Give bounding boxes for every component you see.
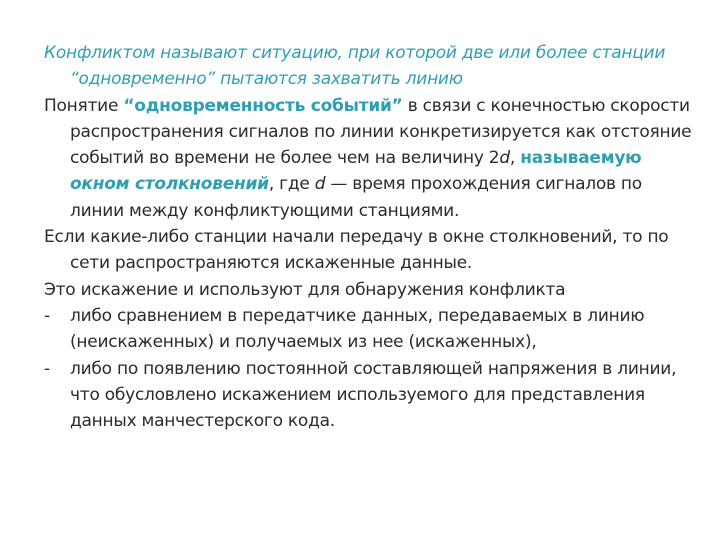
list-item-text: либо по появлению постоянной составляющей напряжения в линии, что обусловлено искажением используемого для представления данных манчестерского кода. bbox=[70, 358, 677, 432]
paragraph-conflict-definition: Конфликтом называют ситуацию, при которой две или более станции “одновременно” пытаются захватить линию bbox=[44, 43, 666, 90]
paragraph-simultaneity bbox=[44, 93, 694, 224]
list-item-marker: - bbox=[44, 358, 50, 379]
p2-called: называемую bbox=[520, 148, 642, 169]
list-item-text: либо сравнением в передатчике данных, передаваемых в линию (неискаженных) и получаемых из нее (искаженных), bbox=[70, 305, 645, 353]
p2-part-1: Понятие bbox=[44, 95, 124, 116]
p2-part-8: , где bbox=[268, 174, 315, 195]
p2-var-d-2: d bbox=[314, 174, 326, 195]
paragraph-distorted-data: Если какие-либо станции начали передачу в окне столкновений, то по сети распространяются искаженные данные. bbox=[44, 227, 669, 274]
p2-part-10: — время прохождения сигналов по линии между конфликтующими станциями. bbox=[70, 174, 642, 221]
text-body bbox=[44, 40, 694, 434]
p2-var-d-1: d bbox=[499, 148, 510, 169]
p2-part-3: в связи с конечностью скорости распространения сигналов по линии конкретизируется как отстояние событий во времени не более чем на величину 2 bbox=[70, 95, 692, 169]
p2-term-collision-window: окном столкновений bbox=[70, 174, 269, 195]
list-item-comparison bbox=[44, 303, 694, 356]
p2-comma: , bbox=[509, 148, 521, 169]
paragraph-detection-intro: Это искажение и используют для обнаружения конфликта bbox=[44, 279, 566, 300]
p2-term-simultaneity: “одновременность событий” bbox=[123, 95, 403, 116]
list-item-marker: - bbox=[44, 305, 50, 326]
list-item-dc-component bbox=[44, 356, 694, 435]
